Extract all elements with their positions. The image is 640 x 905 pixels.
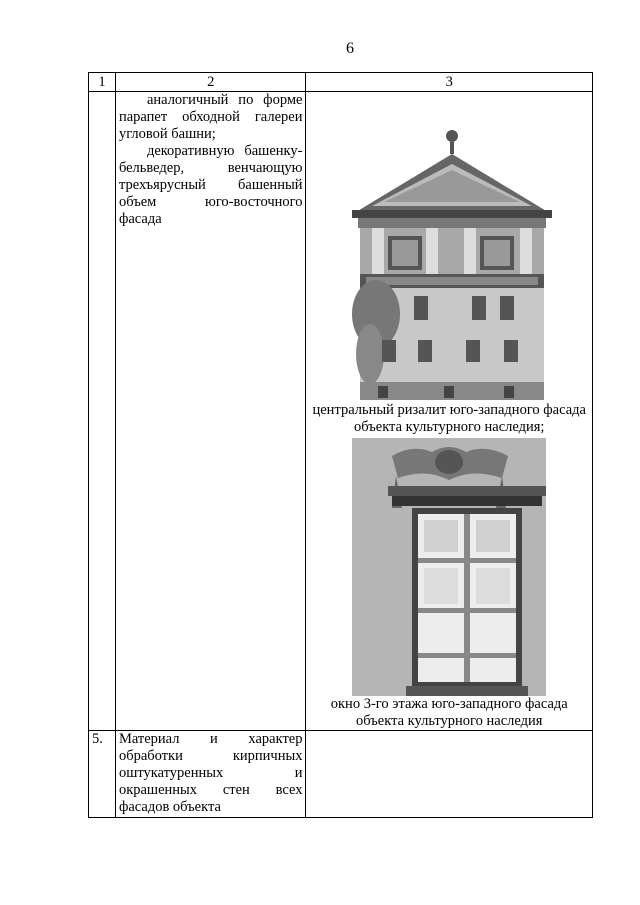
table-row [89, 731, 593, 818]
figure-caption: центральный ризалит юго-западного фасада объекта культурного наследия; [312, 402, 586, 435]
figures-cell [306, 731, 593, 818]
description-cell [115, 731, 306, 818]
description-cell [115, 92, 306, 731]
header-col-1: 1 [89, 73, 116, 92]
row-number: 5. [89, 731, 116, 818]
window-photo-icon [352, 438, 546, 696]
page-number: 6 [346, 40, 354, 57]
building-facade-photo-icon [344, 124, 554, 402]
header-col-3: 3 [306, 73, 593, 92]
header-col-2: 2 [115, 73, 306, 92]
table-header-row [89, 73, 593, 92]
row-number [89, 92, 116, 731]
figure-caption: окно 3-го этажа юго-западного фасада объекта культурного наследия [330, 696, 568, 729]
table-row [89, 92, 593, 731]
description-paragraph: Материал и характер обработки кирпичных оштукатуренных и окрашенных стен всех фасадов объекта [118, 731, 303, 815]
figures-cell [306, 92, 593, 731]
description-paragraph: аналогичный по форме парапет обходной галереи угловой башни; [118, 92, 303, 142]
heritage-table [88, 72, 593, 818]
description-paragraph: декоративную башенку-бельведер, венчающую трехъярусный башенный объем юго-восточного фасада [118, 143, 303, 227]
